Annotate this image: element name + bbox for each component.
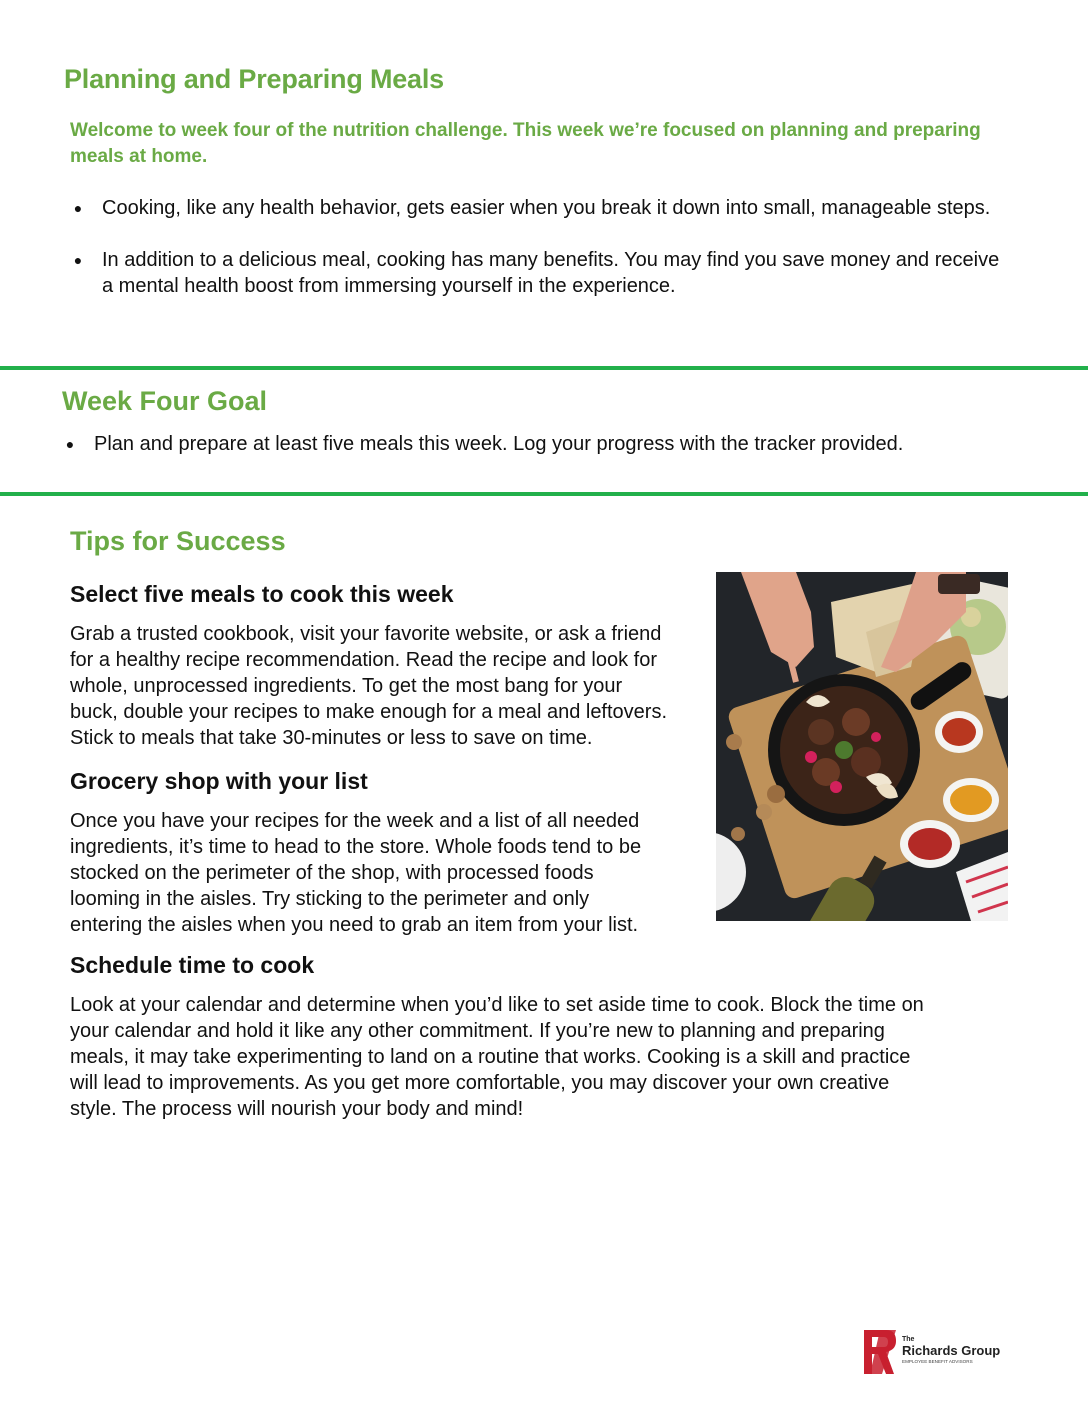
list-item: ● Cooking, like any health behavior, gets easier when you break it down into small, manageable steps. [70, 195, 1000, 221]
tip-title-grocery-shop: Grocery shop with your list [70, 768, 368, 794]
list-item: ● In addition to a delicious meal, cooking has many benefits. You may find you save money and receive a mental health boost from immersing yourself in the experience. [70, 247, 1000, 299]
logo-small-text: The [902, 1336, 915, 1343]
intro-text: Welcome to week four of the nutrition challenge. This week we’re focused on planning and preparing meals at home. [70, 120, 981, 167]
tip-title-schedule-time: Schedule time to cook [70, 952, 315, 978]
bullet-icon: ● [65, 436, 75, 452]
logo-name: Richards Group [902, 1343, 1001, 1358]
goal-heading: Week Four Goal [62, 386, 268, 416]
page-title: Planning and Preparing Meals [64, 64, 444, 94]
tips-heading: Tips for Success [70, 526, 286, 556]
section-divider [0, 366, 1088, 370]
tip-title-select-meals: Select five meals to cook this week [70, 581, 454, 607]
bullet-icon: ● [73, 252, 83, 268]
bullet-icon: ● [73, 200, 83, 216]
section-divider [0, 492, 1088, 496]
logo-tagline: EMPLOYEE BENEFIT ADVISORS [902, 1359, 973, 1364]
tip-body-schedule-time: Look at your calendar and determine when you’d like to set aside time to cook. Block the time on your calendar and hold it like any other commitment. If you’re new to planning and preparing meals, it may take experimenting to land on a routine that works. Cooking is a skill and practice will lead to improvements. As you get more comfortable, you may discover your own creative style. The process will nourish your body and mind! [70, 994, 924, 1120]
goal-bullet-list [62, 431, 1022, 457]
tip-body-select-meals: Grab a trusted cookbook, visit your favorite website, or ask a friend for a healthy recipe recommendation. Read the recipe and look for whole, unprocessed ingredients. To get the most bang for your buck, double your recipes to make enough for a meal and leftovers. Stick to meals that take 30-minutes or less to save on time. [70, 623, 668, 749]
cooking-photo [716, 572, 1008, 921]
list-item: ● Plan and prepare at least five meals this week. Log your progress with the tracker provided. [62, 431, 1022, 457]
tip-body-grocery-shop: Once you have your recipes for the week and a list of all needed ingredients, it’s time to head to the store. Whole foods tend to be stocked on the perimeter of the shop, with processed foods looming in the aisles. Try sticking to the perimeter and only entering the aisles when you need to grab an item from your list. [70, 810, 642, 936]
intro-bullet-list [70, 195, 1000, 299]
richards-group-logo [862, 1328, 1002, 1376]
